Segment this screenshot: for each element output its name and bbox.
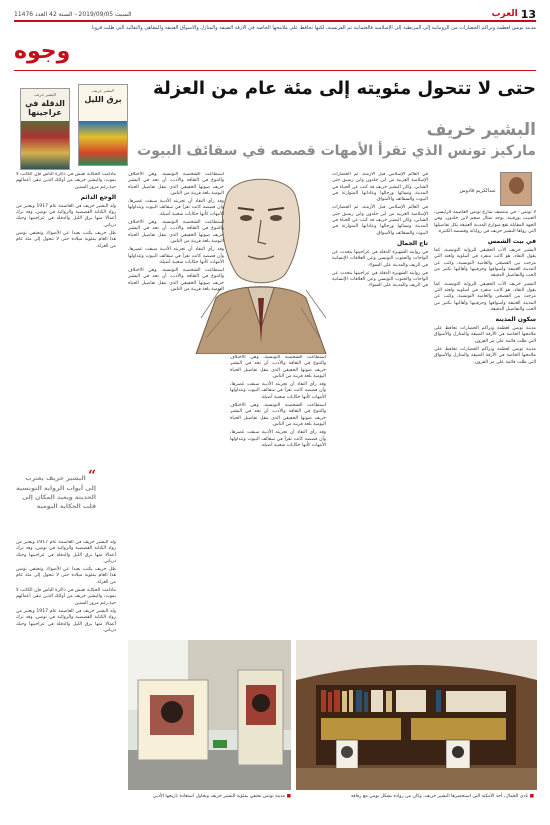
paper-name: العرب (491, 9, 518, 19)
paragraph: في روايته الشهيرة الدقلة في عراجينها يتحدث عن الواحات والجنوب التونسي وعن العلاقات الإنسانية في الريف والمدينة على السواء. (332, 249, 428, 268)
paragraph: في العالم الإسلامي قبل الأزمنة، ثم الحضارات الإسلامية العربية من ابن خلدون وابن رشيق حتى الشابي، وكان البشير خريف قد كتب عن الحياة في المدينة ونسائها ورجالها وعاداتها المتوارثة في البيوت والسقائف والأسواق. (332, 172, 428, 203)
masthead (14, 8, 536, 22)
subsection-heading: سكون المدينة (495, 316, 536, 324)
paragraph: ولد البشير خريف في العاصمة عام 1917 ويعتبر من رواد الكتابة القصصية والروائية في تونس، وقد ترك أعمالا منها برق الليل والدقلة في عراجينها وحبك درباني. (16, 203, 116, 228)
street-image (128, 640, 291, 790)
section-title: وجوه (14, 39, 71, 64)
article-column-5-lower (16, 540, 116, 790)
caption-marker-icon: ■ (529, 794, 534, 799)
quote-mark-icon: “ (87, 468, 96, 484)
article-column-3 (230, 355, 326, 635)
paragraph: استطاعت الشخصية التونسية، وهي الاختلاف والتنوع في الثقافة والأدب، أن تجد في البشير خريف صوتها الحقيقي الذي ينقل تفاصيل الحياة اليومية بلغة قريبة من الناس. (128, 220, 224, 244)
issue-info: السبت 2019/09/05 - السنة 42 العدد 11476 (14, 10, 132, 18)
book-covers (20, 84, 140, 174)
article-column-2 (332, 172, 428, 635)
street-photo (128, 640, 291, 790)
paragraph: استطاعت الشخصية التونسية، وهي الاختلاف والتنوع في الثقافة والأدب، أن تجد في البشير خريف صوتها الحقيقي الذي ينقل تفاصيل الحياة اليومية بلغة قريبة من الناس. (128, 172, 224, 196)
paragraph: وقد رأى النقاد أن تجربته الأدبية سبقت عصرها، وأن قصصه كانت تقرأ في سقائف البيوت وتتداولها الأمهات كأنها حكايات شعبية أصيلة. (230, 382, 326, 400)
photo-caption-2 (128, 794, 291, 801)
caption-marker-icon: ■ (286, 794, 291, 799)
author-photo (500, 172, 532, 206)
book-author: البشير خريف (92, 88, 114, 93)
article-column-5 (16, 172, 116, 462)
paragraph: وقد رأى النقاد أن تجربته الأدبية سبقت عصرها، وأن قصصه كانت تقرأ في سقائف البيوت وتتداولها الأمهات كأنها حكايات شعبية أصيلة. (230, 430, 326, 448)
subsection-heading: في بيت الشمس (487, 238, 536, 246)
book-cover (78, 84, 128, 166)
paragraph: مادامت الحكاية تعيش في ذاكرة الناس فإن الكاتب لا يموت، والبشير خريف من أولئك الذين تبقى أعمالهم حية رغم مرور السنين. (16, 588, 116, 606)
article-column-4 (128, 172, 224, 635)
byline-name: عبدالكريم قادوس (459, 188, 496, 194)
headline: حتى لا تتحول مئويته إلى مئة عام من العزلة (153, 78, 536, 99)
paragraph: ظل خريف يكتب بعيدا عن الأضواء، وتحتفي تونس هذا العام بمئوية ميلاده حتى لا تتحول إلى مئة عام من العزلة. (16, 231, 116, 249)
page-number: 13 (520, 7, 536, 21)
pull-quote (16, 468, 96, 511)
section-divider (14, 70, 536, 71)
masthead-brand (492, 8, 537, 21)
paragraph: البشير خريف الأب الحقيقي للرواية التونسية، كما يقول النقاد، هو كاتب متفرد في أسلوبه ولغته التي مزجت بين الفصحى والعامية التونسية، وكتب عن المدينة العتيقة وأسواقها وحرفييها وأهاليها بكثير من الحب والتفاصيل الدقيقة. (434, 248, 536, 279)
paragraph: استطاعت الشخصية التونسية، وهي الاختلاف والتنوع في الثقافة والأدب، أن تجد في البشير خريف صوتها الحقيقي الذي ينقل تفاصيل الحياة اليومية بلغة قريبة من الناس. (128, 268, 224, 293)
book-title: برق الليل (84, 95, 122, 104)
book-title: الدقلة في عراجينها (25, 99, 65, 117)
paragraph: ولد البشير خريف في العاصمة عام 1917 ويعتبر من رواد الكتابة القصصية والروائية في تونس، وقد ترك أعمالا منها برق الليل والدقلة في عراجينها وحبك درباني. (16, 540, 116, 564)
paragraph: ظل خريف يكتب بعيدا عن الأضواء، وتحتفي تونس هذا العام بمئوية ميلاده حتى لا تتحول إلى مئة عام من العزلة. (16, 567, 116, 585)
caption-text: نادي الجمال، أحد الأمكنة التي استحضرها البشير خريف، وكان من رواده بشكل يومي مع رفاقه (350, 794, 529, 799)
subhead-name: البشير خريف (426, 120, 536, 140)
paragraph: مادامت الحكاية تعيش في ذاكرة الناس فإن الكاتب لا يموت، والبشير خريف من أولئك الذين تبقى أعمالهم حية رغم مرور السنين. (16, 172, 116, 190)
paragraph: لا تونس - في منتصف شارع تونس العاصمة الرئيسي، الحبيب بورقيبة، يوجد تمثال ضخم لابن خلدون، وفي الجهة المقابلة تقع شوارع المدينة العتيقة بكل تفاصيلها التي رواها البشير خريف في رواياته وقصصه الكثيرة. (434, 210, 536, 234)
paragraph: ولد البشير خريف في العاصمة عام 1917 ويعتبر من رواد الكتابة القصصية والروائية في تونس، وقد ترك أعمالا منها برق الليل والدقلة في عراجينها وحبك درباني. (16, 608, 116, 633)
paragraph: استطاعت الشخصية التونسية، وهي الاختلاف والتنوع في الثقافة والأدب، أن تجد في البشير خريف صوتها الحقيقي الذي ينقل تفاصيل الحياة اليومية بلغة قريبة من الناس. (230, 355, 326, 379)
paragraph: البشير خريف الأب الحقيقي للرواية التونسية، كما يقول النقاد، هو كاتب متفرد في أسلوبه ولغته التي مزجت بين الفصحى والعامية التونسية، وكتب عن المدينة العتيقة وأسواقها وحرفييها وأهاليها بكثير من الحب والتفاصيل الدقيقة. (434, 281, 536, 312)
book-cover (20, 88, 70, 170)
caption-text: مدينة تونس تحتفي بمئوية البشير خريف وتحاول استعادة تاريخها الأدبي (152, 794, 286, 799)
paragraph: مدينة تونس لعظمة وتراكم الحضارات تحافظ على ملامحها الخاصة في الأزقة الضيقة والمنازل والأسواق التي ظلت قائمة على مر القرون. (434, 326, 536, 344)
paragraph: في العالم الإسلامي قبل الأزمنة، ثم الحضارات الإسلامية العربية من ابن خلدون وابن رشيق حتى الشابي، وكان البشير خريف قد كتب عن الحياة في المدينة ونسائها ورجالها وعاداتها المتوارثة في البيوت والسقائف والأسواق. (332, 205, 428, 236)
subhead-line: ماركيز تونس الذي تقرأ الأمهات قصصه في سقائف البيوت (137, 143, 536, 159)
photo-caption-1 (294, 794, 534, 801)
subsection-heading: الوجع الدائم (80, 193, 116, 201)
paragraph: وقد رأى النقاد أن تجربته الأدبية سبقت عصرها، وأن قصصه كانت تقرأ في سقائف البيوت وتتداولها الأمهات كأنها حكايات شعبية أصيلة. (128, 199, 224, 217)
pull-quote-text: البشير خريف يغترب إلى أبواب الرواية التونسية الحديثة ويعيد المكان إلى قلب الحكاية اليومية (16, 475, 96, 510)
paragraph: في روايته الشهيرة الدقلة في عراجينها يتحدث عن الواحات والجنوب التونسي وعن العلاقات الإنسانية في الريف والمدينة على السواء. (332, 270, 428, 289)
bookshelf-photo (296, 640, 537, 790)
article-column-1 (434, 210, 536, 635)
book-author: البشير خريف (34, 92, 56, 97)
paragraph: استطاعت الشخصية التونسية، وهي الاختلاف والتنوع في الثقافة والأدب، أن تجد في البشير خريف صوتها الحقيقي الذي ينقل تفاصيل الحياة اليومية بلغة قريبة من الناس. (230, 403, 326, 427)
paragraph: وقد رأى النقاد أن تجربته الأدبية سبقت عصرها، وأن قصصه كانت تقرأ في سقائف البيوت وتتداولها الأمهات كأنها حكايات شعبية أصيلة. (128, 247, 224, 265)
subsection-heading: تاج الجمال (396, 239, 428, 247)
teaser-text: مدينة تونس لعظمة وتراكم الحضارات من الرومانية إلى البيزنطية إلى الإسلامية فالعثمانية ثم الفرنسية، لكنها تحافظ على ملامحها الخاصة في الأزقة الضيقة والمنازل والأسواق العتيقة والمقاهي والتقاليد التي ظلت قرونا (91, 25, 536, 31)
paragraph: مدينة تونس لعظمة وتراكم الحضارات تحافظ على ملامحها الخاصة في الأزقة الضيقة والمنازل والأسواق التي ظلت قائمة على مر القرون. (434, 347, 536, 365)
bookshelf-image (296, 640, 537, 790)
